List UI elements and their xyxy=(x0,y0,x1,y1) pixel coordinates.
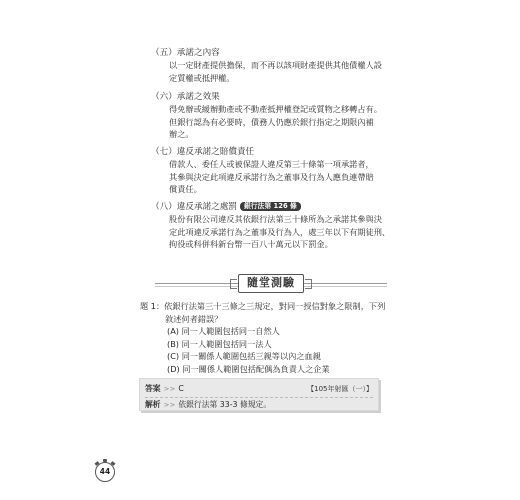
answer-options xyxy=(167,325,400,375)
section-8-title xyxy=(151,201,401,213)
section-8-title-text: （八）違反承諾之處罰 xyxy=(151,202,237,212)
section-6 xyxy=(151,91,401,141)
stopwatch-ear-right xyxy=(111,461,116,466)
section-6-body xyxy=(169,103,401,141)
section-7 xyxy=(151,146,401,196)
section-6-title: （六）承諾之效果 xyxy=(151,92,220,102)
exam-source: 【105年射匯（一）】 xyxy=(307,385,373,393)
option-d: (D) 同一關係人範圍包括配偶為負責人之企業 xyxy=(167,363,330,374)
section-7-line: 其參與決定此項違反承諾行為之董事及行為人應負連帶賠 xyxy=(169,171,374,182)
option-a: (A) 同一人範圍包括同一自然人 xyxy=(167,326,280,337)
option-c: (C) 同一關係人範圍包括三親等以內之血親 xyxy=(167,351,321,362)
section-7-line: 借款人、委任人或被保證人違反第三十條第一項承諾者， xyxy=(169,159,374,169)
section-7-line: 償責任。 xyxy=(169,184,202,195)
section-7-title: （七）違反承諾之賠償責任 xyxy=(151,147,255,157)
section-7-body xyxy=(169,158,401,196)
arrow-icon: >> xyxy=(163,401,176,409)
section-8 xyxy=(151,201,401,251)
explanation-text: 依銀行法第 33-3 條規定。 xyxy=(178,400,272,409)
section-5-line: 以一定財產提供擔保，而不再以該項財產提供其他債權人設 xyxy=(169,60,382,70)
section-8-line: 定此項違反承諾行為之董事及行為人，處三年以下有期徒刑、 xyxy=(169,226,391,237)
explanation-row xyxy=(145,397,373,411)
option-b: (B) 同一人範圍包括同一法人 xyxy=(167,338,272,349)
banner-title: 隨堂測驗 xyxy=(238,274,304,293)
question-stem: 題 1：依銀行法第三十三條之三規定，對同一授信對象之限制，下列 xyxy=(140,301,386,311)
section-8-line: 股份有限公司違反其依銀行法第三十條所為之承諾其參與決 xyxy=(169,214,382,224)
quiz-question xyxy=(140,300,400,376)
section-5-title: （五）承諾之內容 xyxy=(151,48,220,58)
stopwatch-ear-left xyxy=(95,461,100,466)
section-5-line: 定質權或抵押權。 xyxy=(169,72,235,83)
page-number-stopwatch-icon xyxy=(95,462,115,482)
arrow-icon: >> xyxy=(163,385,176,393)
section-8-line: 拘役或科併科新台幣一百八十萬元以下罰金。 xyxy=(169,239,333,250)
law-reference-tag: 銀行法第 126 條 xyxy=(240,202,301,211)
quiz-banner xyxy=(155,272,387,296)
answer-value: C xyxy=(178,384,184,393)
explanation-label: 解析 xyxy=(145,400,161,409)
section-6-line: 但銀行認為有必要時，債務人仍應於銀行指定之期限內補 xyxy=(169,116,374,127)
section-5 xyxy=(151,47,401,84)
section-5-body xyxy=(169,59,401,84)
answer-row xyxy=(145,382,373,396)
section-6-line: 得免辦或緩辦動產或不動產抵押權登記或質物之移轉占有。 xyxy=(169,104,382,114)
answer-label: 答案 xyxy=(145,384,161,393)
answer-box xyxy=(139,378,379,411)
question-stem-continued: 敘述何者錯誤？ xyxy=(165,313,223,324)
stopwatch-knob xyxy=(103,459,107,462)
section-8-body xyxy=(169,213,401,251)
section-6-line: 辦之。 xyxy=(169,129,194,140)
page-number: 44 xyxy=(99,467,111,476)
